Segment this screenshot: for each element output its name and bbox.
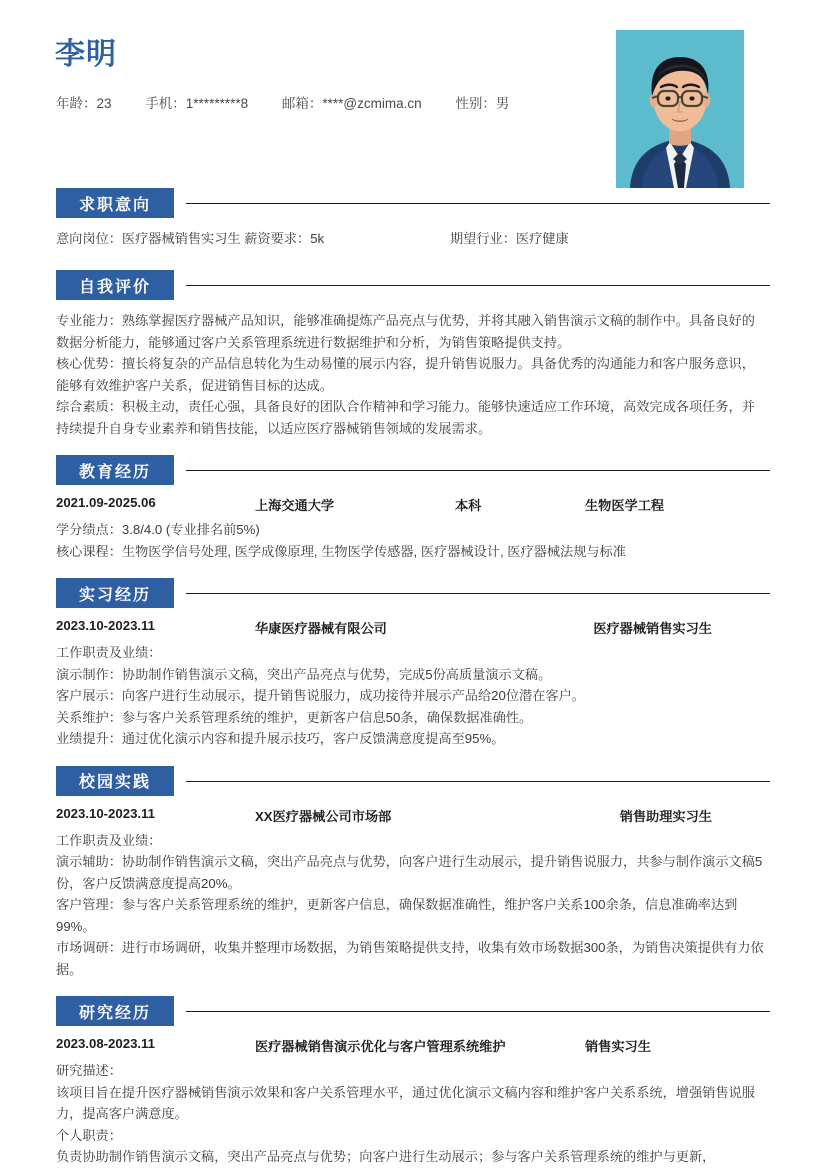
self-evaluation-paragraph: 综合素质：积极主动，责任心强，具备良好的团队合作精神和学习能力。能够快速适应工作环境，高效完成各项任务，并持续提升自身专业素养和销售技能，以适应医疗器械销售领域的发展需求。 [56,399,755,436]
section-divider [186,1011,770,1012]
self-evaluation-paragraph: 专业能力：熟练掌握医疗器械产品知识，能够准确提炼产品亮点与优势，并将其融入销售演示文稿的制作中。具备良好的数据分析能力，能够通过客户关系管理系统进行数据维护和分析，为销售策略提供支持。 [56,313,755,350]
internship-company: 华康医疗器械有限公司 [255,621,387,636]
section-title-internship: 实习经历 [56,578,174,608]
campus-entry-row [50,806,770,828]
section-divider [186,470,770,471]
campus-bullet: 市场调研：进行市场调研，收集并整理市场数据，为销售策略提供支持，收集有效市场数据300条，为销售决策提供有力依据。 [56,940,764,977]
section-campus-practice [50,766,770,981]
research-role: 销售实习生 [585,1039,651,1054]
education-degree: 本科 [455,498,482,513]
education-major: 生物医学工程 [585,498,665,513]
research-duty: 负责协助制作销售演示文稿，突出产品亮点与优势；向客户进行生动展示；参与客户关系管理系统的维护与更新， [56,1149,716,1164]
internship-bullet: 演示制作：协助制作销售演示文稿，突出产品亮点与优势，完成5份高质量演示文稿。 [56,666,552,682]
section-divider [186,285,770,286]
education-gpa: 学分绩点：3.8/4.0 (专业排名前5%) [56,522,260,537]
section-title-campus-practice: 校园实践 [56,766,174,796]
objective-industry: 期望行业：医疗健康 [450,231,569,246]
internship-role: 医疗器械销售实习生 [593,621,712,636]
campus-company: XX医疗器械公司市场部 [255,808,392,824]
research-description: 该项目旨在提升医疗器械销售演示效果和客户关系管理水平，通过优化演示文稿内容和维护客户关系系统，增强销售说服力，提高客户满意度。 [56,1084,755,1121]
education-school: 上海交通大学 [255,498,335,513]
internship-date: 2023.10-2023.11 [56,618,156,633]
campus-date: 2023.10-2023.11 [56,805,156,821]
campus-bullet: 演示辅助：协助制作销售演示文稿，突出产品亮点与优势，向客户进行生动展示，提升销售说服力，共参与制作演示文稿5份，客户反馈满意度提高20%。 [56,854,763,891]
contact-info-row [56,92,509,112]
avatar [616,30,744,188]
campus-bullet: 客户管理：参与客户关系管理系统的维护，更新客户信息，确保数据准确性，维护客户关系100余条，信息准确率达到99%。 [56,897,738,934]
education-details [50,519,770,562]
education-date: 2021.09-2025.06 [56,495,156,510]
section-research [50,996,770,1168]
section-self-evaluation [50,270,770,439]
internship-bullet: 业绩提升：通过优化演示内容和提升展示技巧，客户反馈满意度提高至95%。 [56,731,505,746]
objective-row [50,228,770,252]
section-header-education [50,455,770,485]
section-objective [50,188,770,252]
section-header-internship [50,578,770,608]
research-date: 2023.08-2023.11 [56,1036,156,1051]
internship-bullet: 关系维护：参与客户关系管理系统的维护，更新客户信息50条，确保数据准确性。 [56,709,533,725]
research-details [50,1060,770,1168]
campus-details [50,830,770,981]
section-title-objective: 求职意向 [56,188,174,218]
self-evaluation-paragraph: 核心优势：擅长将复杂的产品信息转化为生动易懂的展示内容，提升销售说服力。具备优秀的沟通能力和客户服务意识，能够有效维护客户关系，促进销售目标的达成。 [56,356,755,393]
research-desc-label: 研究描述： [56,1063,122,1078]
objective-position: 意向岗位：医疗器械销售实习生 薪资要求：5k [56,231,325,246]
resume-header [50,0,770,188]
contact-phone: 手机：1*********8 [145,96,249,111]
contact-email: 邮箱：****@zcmima.cn [281,96,422,111]
education-courses: 核心课程：生物医学信号处理, 医学成像原理, 生物医学传感器, 医疗器械设计, 医疗器械法规与标准 [56,543,626,559]
contact-age: 年龄：23 [56,96,112,111]
education-entry-row [50,495,770,517]
research-entry-row [50,1036,770,1058]
internship-subtitle: 工作职责及业绩： [56,645,162,660]
contact-gender: 性别：男 [455,96,510,111]
research-project: 医疗器械销售演示优化与客户管理系统维护 [255,1039,506,1054]
internship-details [50,642,770,750]
section-education [50,455,770,562]
section-divider [186,593,770,594]
section-divider [186,781,770,782]
section-title-research: 研究经历 [56,996,174,1026]
internship-entry-row [50,618,770,640]
section-header-research [50,996,770,1026]
research-duty-label: 个人职责： [56,1127,122,1143]
campus-role: 销售助理实习生 [619,808,712,824]
section-divider [186,203,770,204]
section-header-self-evaluation [50,270,770,300]
section-title-self-evaluation: 自我评价 [56,270,174,300]
section-header-campus-practice [50,766,770,796]
page-title: 李明 [55,38,117,71]
section-title-education: 教育经历 [56,455,174,485]
section-internship [50,578,770,750]
internship-bullet: 客户展示：向客户进行生动展示，提升销售说服力，成功接待并展示产品给20位潜在客户。 [56,688,585,703]
self-evaluation-body [50,310,770,439]
section-header-objective [50,188,770,218]
campus-subtitle: 工作职责及业绩： [56,832,162,848]
